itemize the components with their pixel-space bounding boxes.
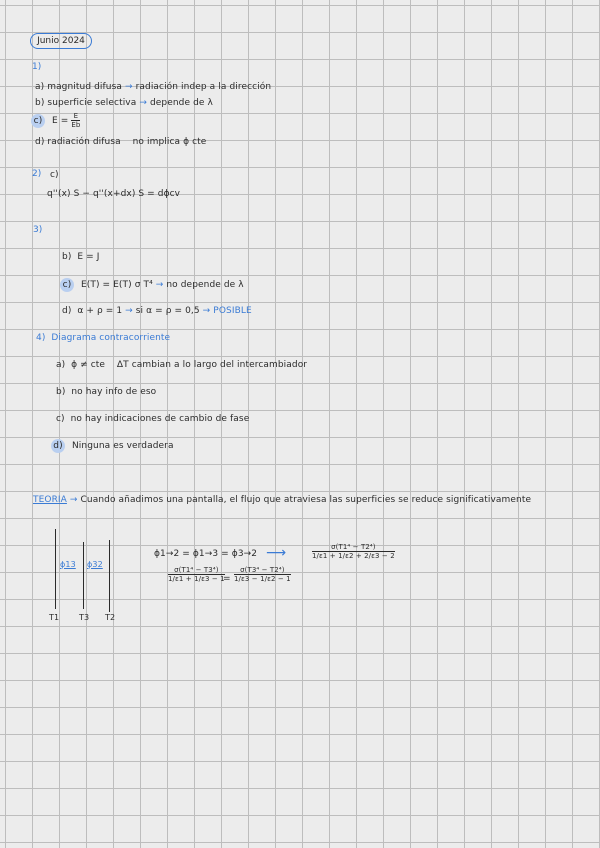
q4-c bbox=[56, 413, 249, 425]
arrow-right-icon: → bbox=[155, 280, 164, 290]
q4-a-text: ϕ ≠ cte bbox=[71, 360, 106, 370]
eq-result-frac bbox=[312, 543, 395, 560]
q4-c-letter: c) bbox=[56, 414, 65, 424]
q4-a-rest: ΔT cambian a lo largo del intercambiador bbox=[116, 360, 308, 370]
q1-c-letter: c) bbox=[31, 114, 45, 128]
q1-c-fraction bbox=[71, 112, 80, 129]
flux-arrow-32: ϕ32 bbox=[87, 560, 103, 569]
eq-result bbox=[312, 543, 395, 560]
q4-b-letter: b) bbox=[56, 387, 66, 397]
q3-b-text: E = J bbox=[77, 252, 100, 262]
q4-header bbox=[36, 332, 170, 344]
arrow-right-icon: → bbox=[69, 495, 78, 505]
q1-d-rest: no implica ϕ cte bbox=[132, 137, 207, 147]
q3-c bbox=[60, 278, 244, 292]
q1-c-text: E = bbox=[51, 116, 69, 126]
q4-d bbox=[51, 439, 174, 453]
q1-b-rest: depende de λ bbox=[149, 98, 213, 108]
q4-title: Diagrama contracorriente bbox=[51, 333, 171, 343]
q3-d bbox=[62, 305, 252, 317]
eq-right-den: 1/ε3 − 1/ε2 − 1 bbox=[234, 575, 291, 583]
q2-equation: q''(x) S − q''(x+dx) S = dϕcv bbox=[47, 189, 181, 199]
q1-c-num: E bbox=[71, 112, 80, 121]
q1-a-rest: radiación indep a la dirección bbox=[135, 82, 272, 92]
q3-c-rest: no depende de λ bbox=[166, 280, 244, 290]
q3-d-letter: d) bbox=[62, 306, 72, 316]
q1-c bbox=[31, 112, 80, 129]
q3-c-text: E(T) = E(T) σ T⁴ bbox=[80, 280, 153, 290]
q3-d-result: POSIBLE bbox=[213, 306, 252, 316]
q4-a bbox=[56, 359, 307, 371]
q1-d bbox=[35, 136, 206, 148]
arrow-right-icon: → bbox=[139, 98, 147, 108]
q4-b bbox=[56, 386, 156, 398]
q1-b-text: superficie selectiva bbox=[47, 98, 137, 108]
teoria-line bbox=[33, 494, 531, 506]
q3-b bbox=[62, 251, 99, 263]
label-t2: T2 bbox=[105, 613, 116, 622]
q1-b-letter: b) bbox=[35, 98, 45, 108]
eq-left-den: 1/ε1 + 1/ε3 − 1 bbox=[168, 575, 225, 583]
q4-d-letter: d) bbox=[51, 439, 65, 453]
q1-c-den: Eb bbox=[71, 121, 81, 129]
date-label: Junio 2024 bbox=[30, 33, 92, 49]
q4-c-text: no hay indicaciones de cambio de fase bbox=[70, 414, 250, 424]
q1-a bbox=[35, 81, 271, 93]
q1-b bbox=[35, 97, 213, 109]
q3-b-letter: b) bbox=[62, 252, 72, 262]
q1-a-text: magnitud difusa bbox=[47, 82, 122, 92]
q1-d-letter: d) bbox=[35, 137, 45, 147]
q4-b-text: no hay info de eso bbox=[71, 387, 157, 397]
eq-result-den: 1/ε1 + 1/ε2 + 2/ε3 − 2 bbox=[312, 552, 395, 560]
label-t1: T1 bbox=[49, 613, 60, 622]
q4-number: 4) bbox=[36, 333, 46, 343]
q3-d-mid: si α = ρ = 0,5 bbox=[135, 306, 200, 316]
q3-number: 3) bbox=[33, 225, 43, 235]
plate-t2 bbox=[109, 540, 110, 612]
eq-right bbox=[234, 566, 291, 583]
eq-right-frac bbox=[234, 566, 291, 583]
eq-top: ϕ1→2 = ϕ1→3 = ϕ3→2 bbox=[154, 549, 258, 559]
eq-right-num: σ(T3⁴ − T2⁴) bbox=[234, 566, 291, 575]
eq-equals: = bbox=[223, 574, 231, 584]
eq-left bbox=[168, 566, 225, 583]
eq-left-num: σ(T1⁴ − T3⁴) bbox=[168, 566, 225, 575]
q4-d-text: Ninguna es verdadera bbox=[71, 441, 174, 451]
plate-t1 bbox=[55, 529, 56, 609]
eq-result-num: σ(T1⁴ − T2⁴) bbox=[312, 543, 395, 552]
label-t3: T3 bbox=[79, 613, 90, 622]
teoria-text: Cuando añadimos una pantalla, el flujo que atraviesa las superficies se reduce significativamente bbox=[80, 495, 532, 505]
q3-d-text: α + ρ = 1 bbox=[77, 306, 123, 316]
q1-d-text: radiación difusa bbox=[47, 137, 121, 147]
arrow-right-icon: → bbox=[125, 306, 133, 316]
eq-left-frac bbox=[168, 566, 225, 583]
teoria-label: TEORIA bbox=[33, 495, 67, 505]
plate-t3 bbox=[83, 542, 84, 609]
q3-c-letter: c) bbox=[60, 278, 74, 292]
q2-letter: c) bbox=[50, 170, 59, 180]
q2-number: 2) bbox=[32, 169, 42, 179]
q1-number: 1) bbox=[32, 62, 42, 72]
q4-a-letter: a) bbox=[56, 360, 66, 370]
eq-arrow-icon: ⟶ bbox=[266, 545, 287, 561]
arrow-right-icon: → bbox=[124, 82, 133, 92]
flux-arrow-13: ϕ13 bbox=[60, 560, 76, 569]
arrow-right-icon: → bbox=[202, 306, 211, 316]
q1-a-letter: a) bbox=[35, 82, 45, 92]
